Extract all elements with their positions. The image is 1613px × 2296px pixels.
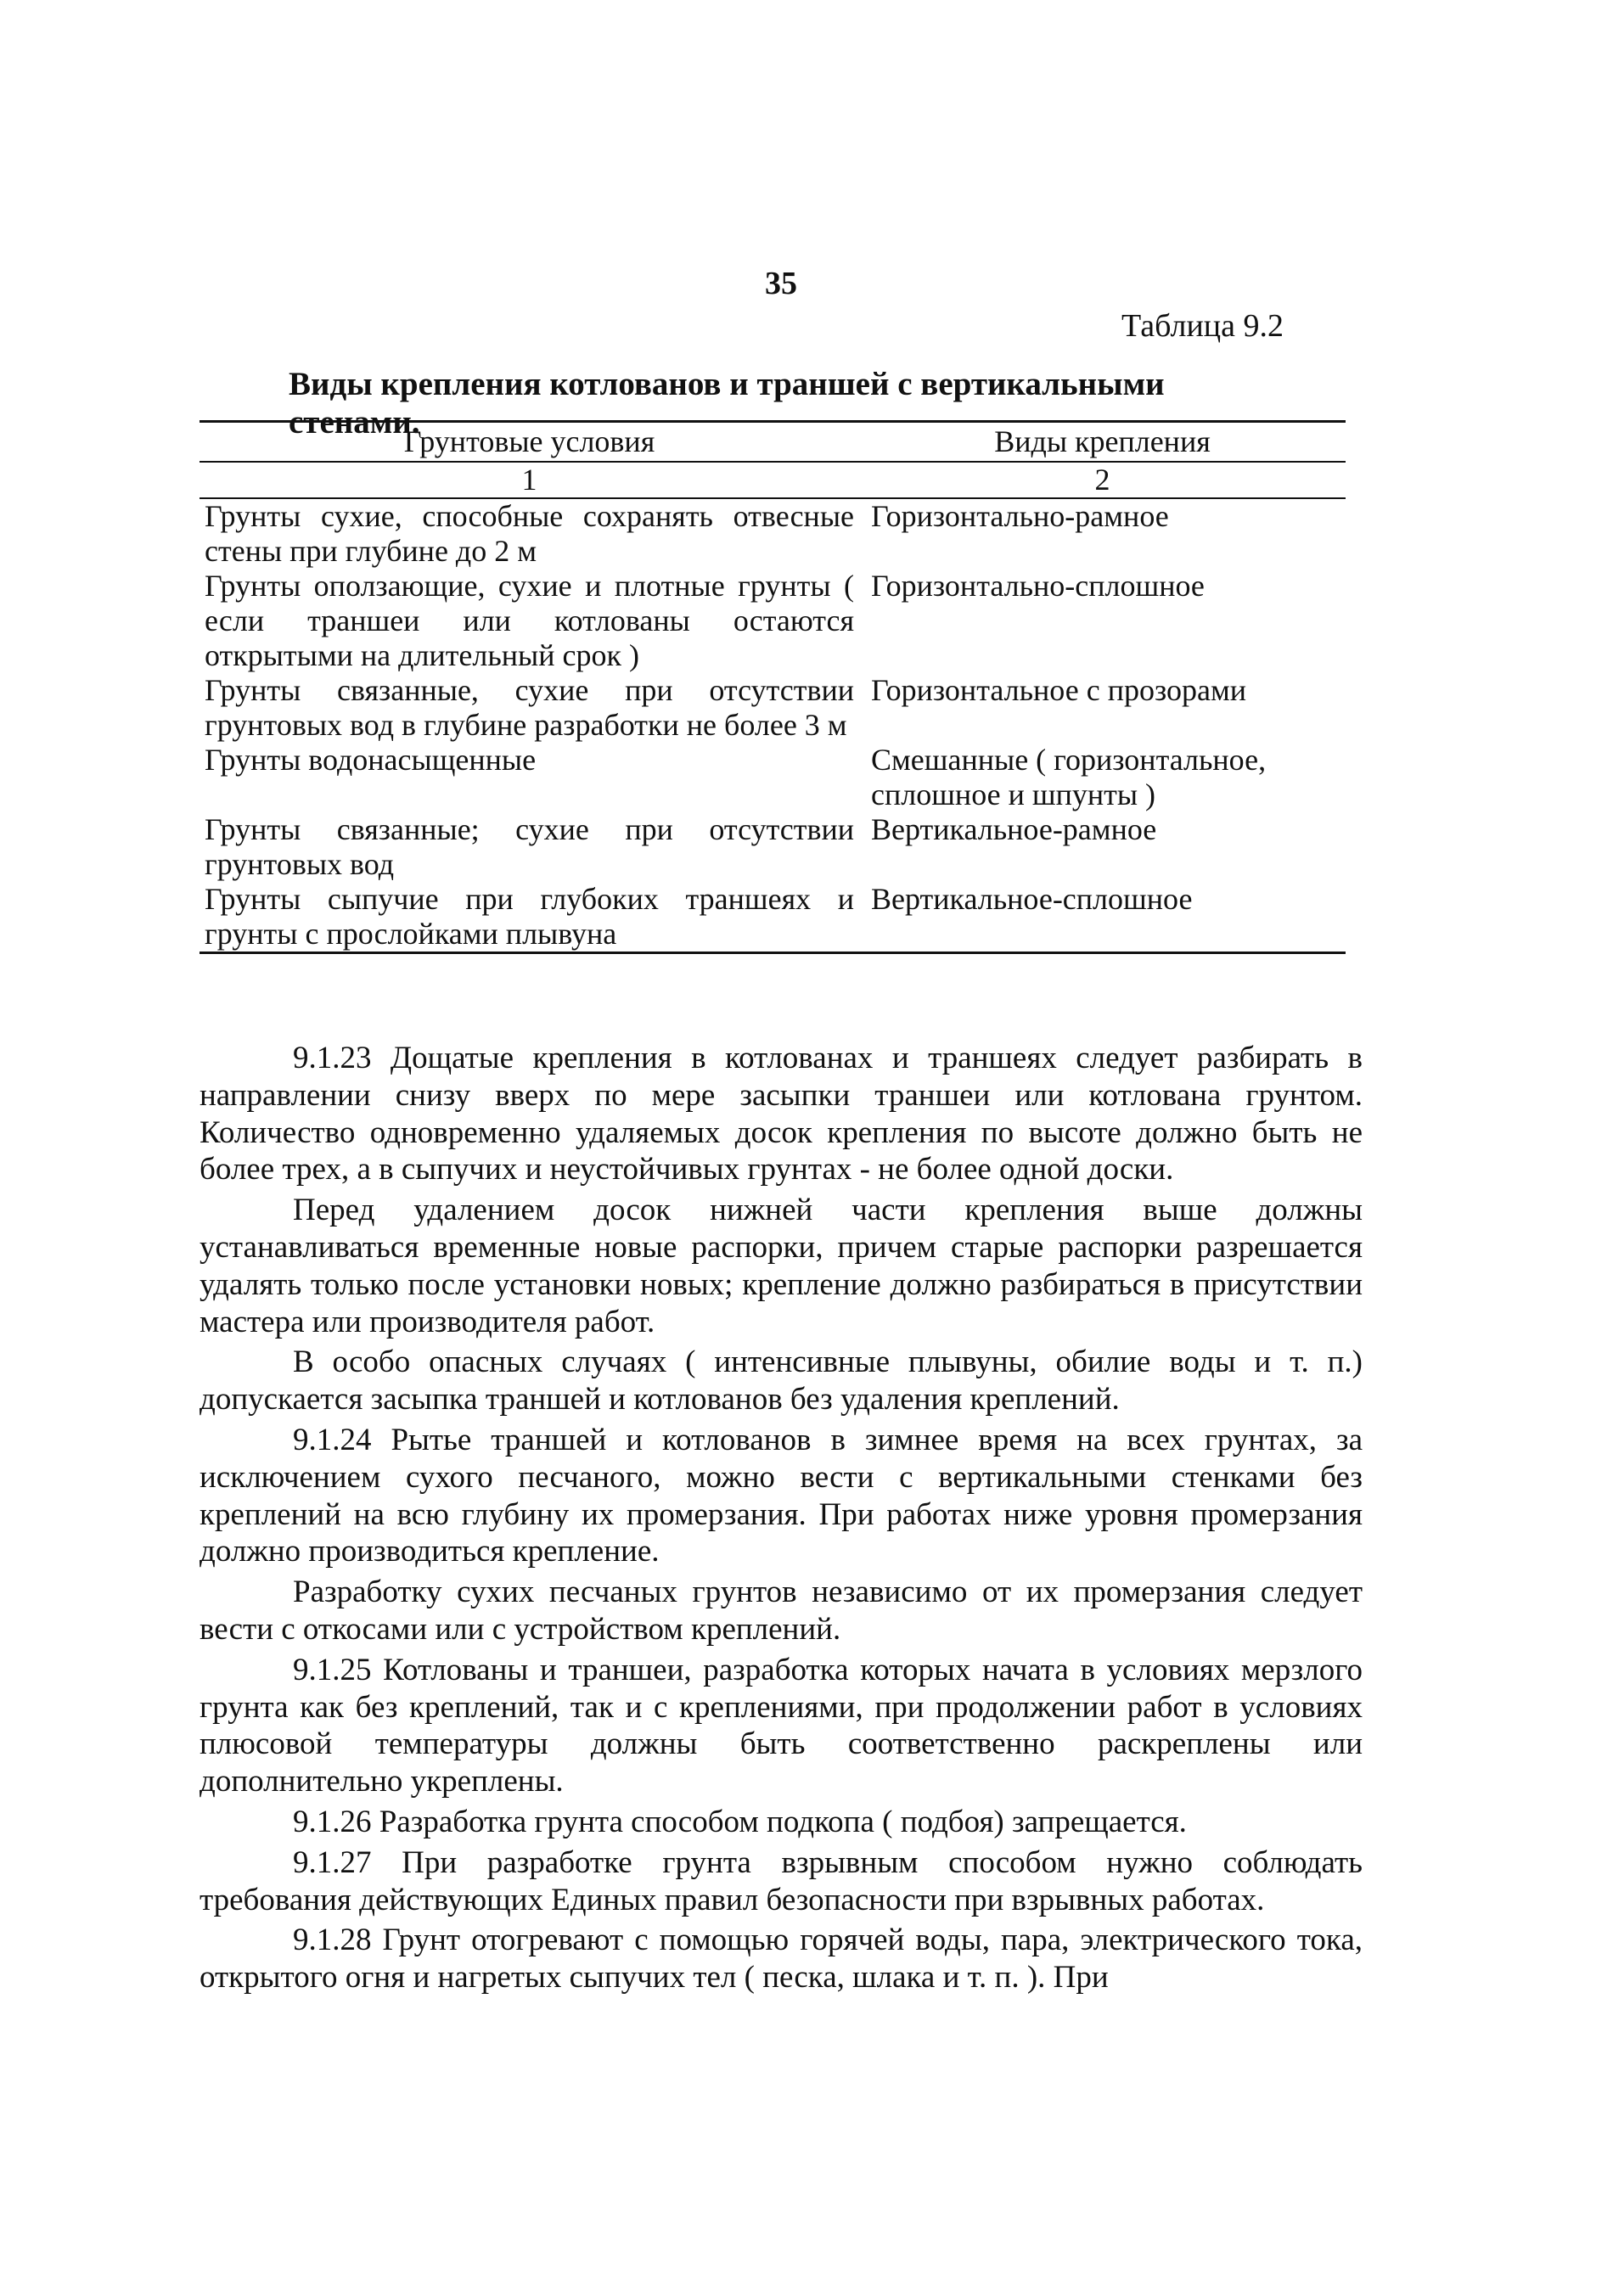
paragraph: 9.1.23 Дощатые крепления в котлованах и траншеях следует разбирать в направлении снизу вверх по мере засыпки траншеи или котлована грунтом. Количество одновременно удаляемых досок крепления по высоте должно быть не более трех, а в сыпучих и неустойчивых грунтах - не более одной доски. <box>200 1041 1363 1187</box>
paragraph: 9.1.24 Рытье траншей и котлованов в зимнее время на всех грунтах, за исключением сухого песчаного, можно вести с вертикальными стенками без креплений на всю глубину их промерзания. При работах ниже уровня промерзания должно производиться крепление. <box>200 1422 1363 1569</box>
table-title: Виды крепления котлованов и траншей с вертикальными стенами. <box>289 366 1165 441</box>
column-number: 1 <box>200 462 859 498</box>
paragraph: 9.1.27 При разработке грунта взрывным способом нужно соблюдать требования действующих Единых правил безопасности при взрывных работах. <box>200 1844 1363 1917</box>
table-header-row <box>200 422 1346 463</box>
column-number-row <box>200 462 1346 498</box>
support-type-cell: Вертикальное-рамное <box>871 812 1157 846</box>
paragraph: Разработку сухих песчаных грунтов независимо от их промерзания следует вести с откосами или с устройством креплений. <box>200 1575 1363 1647</box>
table-row <box>200 569 1346 673</box>
table-row <box>200 812 1346 882</box>
table-row <box>200 498 1346 569</box>
soil-support-table <box>200 420 1346 954</box>
paragraph: 9.1.28 Грунт отогревают с помощью горячей воды, пара, электрического тока, открытого огня и нагретых сыпучих тел ( песка, шлака и т. п. ). При <box>200 1923 1363 1996</box>
table-row <box>200 743 1346 812</box>
support-type-cell: Смешанные ( горизонтальное, сплошное и шпунты ) <box>871 743 1267 811</box>
table-row <box>200 882 1346 953</box>
table-row <box>200 673 1346 743</box>
body-text <box>200 1040 1363 2000</box>
soil-condition-cell: Грунты водонасыщенные <box>205 743 537 777</box>
support-type-cell: Горизонтальное с прозорами <box>871 673 1247 707</box>
column-header-support-types: Виды крепления <box>859 422 1346 463</box>
soil-condition-cell: Грунты сыпучие при глубоких траншеях и грунты с прослойками плывуна <box>200 882 859 953</box>
paragraph: 9.1.26 Разработка грунта способом подкопа ( подбоя) запрещается. <box>293 1804 1187 1839</box>
column-number: 2 <box>859 462 1346 498</box>
soil-condition-cell: Грунты оползающие, сухие и плотные грунты ( если траншеи или котлованы остаются открытыми на длительный срок ) <box>205 569 854 672</box>
soil-condition-cell: Грунты связанные, сухие при отсутствии грунтовых вод в глубине разработки не более 3 м <box>205 673 854 742</box>
support-type-cell: Вертикальное-сплошное <box>859 882 1346 953</box>
paragraph: Перед удалением досок нижней части крепления выше должны устанавливаться временные новые распорки, причем старые распорки разрешается удалять только после установки новых; крепление должно разбираться в присутствии мастера или производителя работ. <box>200 1193 1363 1339</box>
table-label: Таблица 9.2 <box>1121 308 1284 344</box>
page-number: 35 <box>765 266 797 301</box>
paragraph: 9.1.25 Котлованы и траншеи, разработка которых начата в условиях мерзлого грунта как без креплений, так и с креплениями, при продолжении работ в условиях плюсовой температуры должны быть соответственно раскреплены или дополнительно укреплены. <box>200 1652 1363 1799</box>
soil-condition-cell: Грунты сухие, способные сохранять отвесные стены при глубине до 2 м <box>205 499 854 568</box>
paragraph: В особо опасных случаях ( интенсивные плывуны, обилие воды и т. п.) допускается засыпка траншей и котлованов без удаления креплений. <box>200 1344 1363 1417</box>
soil-condition-cell: Грунты связанные; сухие при отсутствии грунтовых вод <box>205 812 854 881</box>
column-header-conditions: Грунтовые условия <box>200 422 859 463</box>
support-type-cell: Горизонтально-рамное <box>871 499 1169 533</box>
support-type-cell: Горизонтально-сплошное <box>871 569 1205 603</box>
